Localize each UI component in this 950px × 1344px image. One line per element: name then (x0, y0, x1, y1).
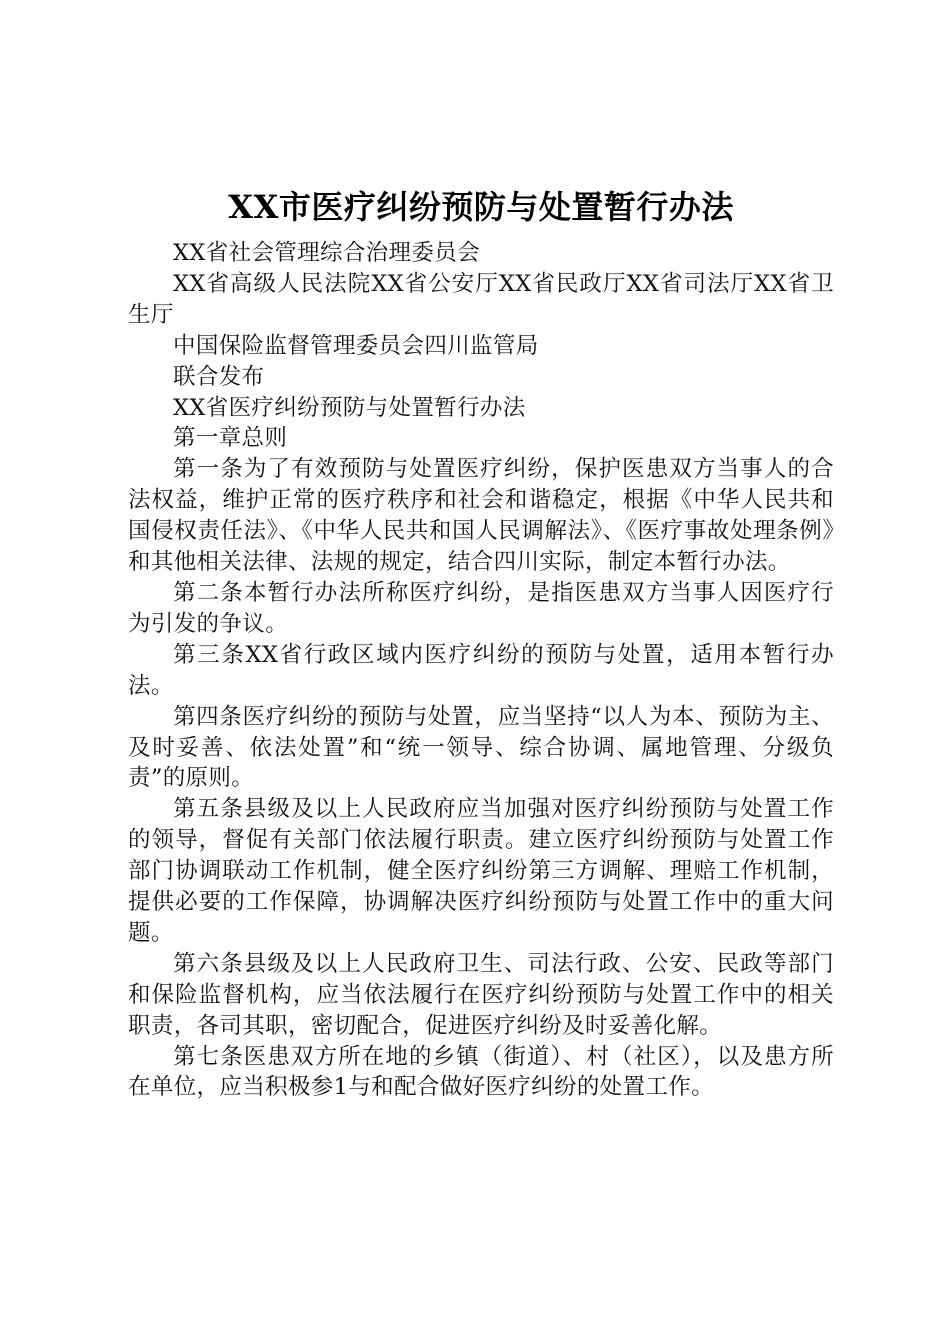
article-6: 第六条县级及以上人民政府卫生、司法行政、公安、民政等部门和保险监督机构，应当依法履行在医疗纠纷预防与处置工作中的相关职责，各司其职，密切配合，促进医疗纠纷及时妥善化解。 (128, 950, 834, 1039)
issuer-line-3: 中国保险监督管理委员会四川监管局 (173, 332, 539, 359)
joint-release-line: 联合发布 (173, 363, 265, 390)
article-5: 第五条县级及以上人民政府应当加强对医疗纠纷预防与处置工作的领导，督促有关部门依法履行职责。建立医疗纠纷预防与处置工作部门协调联动工作机制，健全医疗纠纷第三方调解、理赔工作机制，提供必要的工作保障，协调解决医疗纠纷预防与处置工作中的重大问题。 (128, 796, 834, 946)
subtitle-line: XX省医疗纠纷预防与处置暂行办法 (173, 394, 526, 421)
issuer-line-1: XX省社会管理综合治理委员会 (173, 240, 480, 266)
document-title: XX市医疗纠纷预防与处置暂行办法 (228, 188, 734, 226)
article-4: 第四条医疗纠纷的预防与处置，应当坚持“以人为本、预防为主、及时妥善、依法处置”和“统一领导、综合协调、属地管理、分级负责”的原则。 (128, 703, 834, 792)
article-3: 第三条XX省行政区域内医疗纠纷的预防与处置，适用本暂行办法。 (128, 641, 834, 699)
issuer-line-2: XX省高级人民法院XX省公安厅XX省民政厅XX省司法厅XX省卫生厅 (128, 270, 834, 328)
document-body (128, 182, 834, 1103)
chapter-heading: 第一章总则 (173, 425, 288, 452)
article-7: 第七条医患双方所在地的乡镇（街道）、村（社区），以及患方所在单位，应当积极参1与和配合做好医疗纠纷的处置工作。 (128, 1043, 834, 1101)
article-1: 第一条为了有效预防与处置医疗纠纷，保护医患双方当事人的合法权益，维护正常的医疗秩序和社会和谐稳定，根据《中华人民共和国侵权责任法》、《中华人民共和国人民调解法》、《医疗事故处理条例》和其他相关法律、法规的规定，结合四川实际，制定本暂行办法。 (128, 456, 834, 576)
article-2: 第二条本暂行办法所称医疗纠纷，是指医患双方当事人因医疗行为引发的争议。 (128, 579, 834, 637)
